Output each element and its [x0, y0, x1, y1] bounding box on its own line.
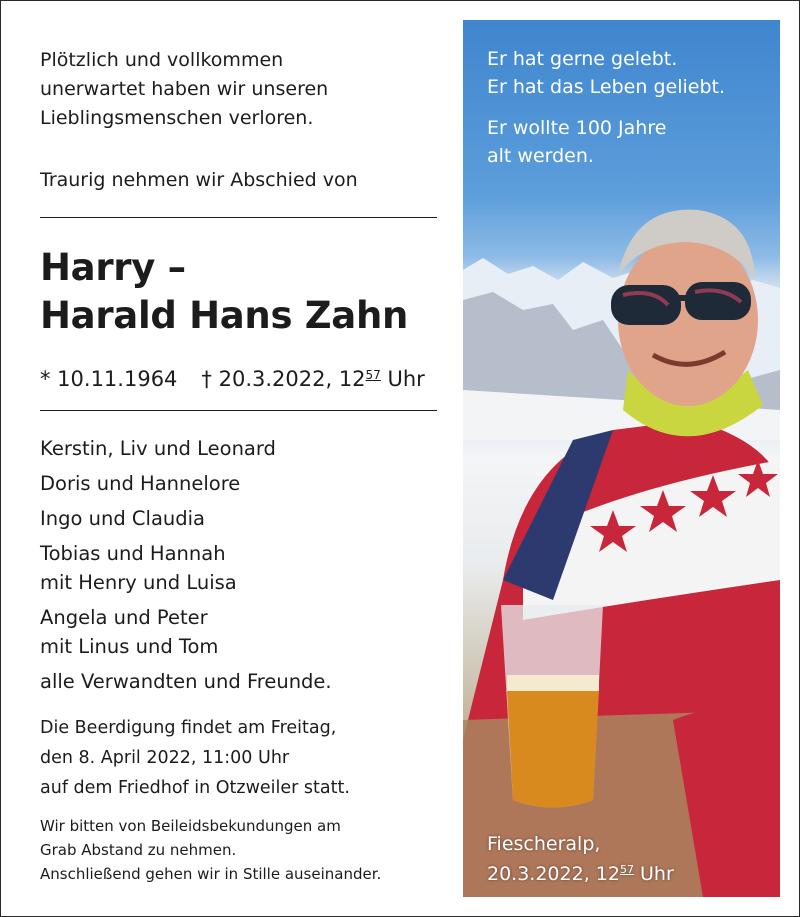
farewell-line: Traurig nehmen wir Abschied von — [40, 169, 358, 191]
death-minutes: 57 — [365, 368, 381, 382]
mourner-group: Angela und Peter mit Linus und Tom — [40, 606, 219, 658]
mourners-list — [40, 434, 332, 702]
intro-line: Lieblingsmenschen verloren. — [40, 107, 314, 129]
divider-bottom — [40, 410, 437, 411]
death-date: † 20.3.2022, $12^{57}$ Uhr — [201, 367, 425, 391]
mourner-group: Tobias und Hannah mit Henry und Luisa — [40, 542, 237, 594]
deceased-name — [40, 244, 408, 340]
photo-caption: Fiescheralp, 20.3.2022, $12^{57}$ Uhr — [487, 833, 674, 885]
caption-minutes: 57 — [619, 863, 634, 876]
divider-top — [40, 217, 437, 218]
birth-date: * 10.11.1964 — [40, 367, 178, 391]
intro-text — [40, 46, 328, 133]
intro-line: Plötzlich und vollkommen — [40, 49, 284, 71]
funeral-info: Die Beerdigung findet am Freitag, den 8. April 2022, 11:00 Uhr auf dem Friedhof in Otzweiler statt. — [40, 718, 350, 798]
quote-lived: Er hat gerne gelebt. Er hat das Leben geliebt. — [487, 48, 725, 98]
mourner-group: alle Verwandten und Freunde. — [40, 670, 332, 693]
name-line: Harry – — [40, 246, 186, 289]
intro-line: unerwartet haben wir unseren — [40, 78, 329, 100]
quote-hundred-years: Er wollte 100 Jahre alt werden. — [487, 117, 667, 167]
life-dates — [40, 360, 425, 394]
memorial-photo — [463, 20, 780, 897]
name-line: Harald Hans Zahn — [40, 294, 409, 337]
mourner-group: Doris und Hannelore — [40, 472, 241, 495]
mourner-group: Ingo und Claudia — [40, 507, 205, 530]
condolence-note: Wir bitten von Beileidsbekundungen am Grab Abstand zu nehmen. Anschließend gehen wir in Stille auseinander. — [40, 817, 382, 883]
mourner-group: Kerstin, Liv und Leonard — [40, 437, 276, 460]
